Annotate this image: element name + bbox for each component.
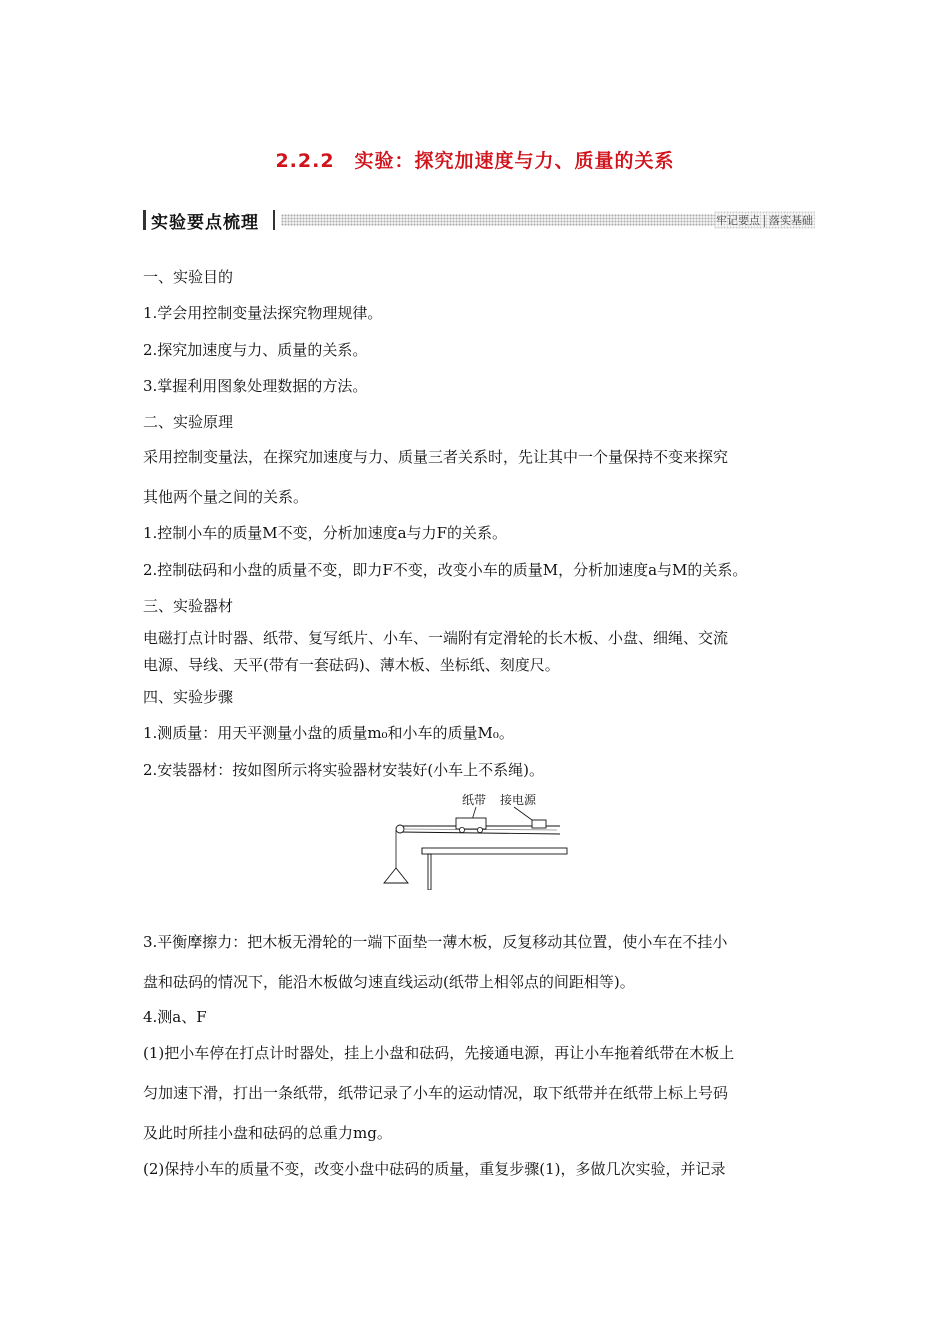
step-3-line-2: 盘和砝码的情况下，能沿木板做匀速直线运动(纸带上相邻点的间距相等)。 — [143, 973, 635, 991]
diagram-leader-power — [514, 807, 532, 820]
equipment-line-1: 电磁打点计时器、纸带、复写纸片、小车、一端附有定滑轮的长木板、小盘、细绳、交流 — [143, 629, 729, 647]
section-header-separator — [273, 210, 275, 230]
section-header-tag-2: 落实基础 — [769, 214, 813, 227]
diagram-cart-wheel — [459, 827, 464, 832]
section-header-dots — [281, 214, 715, 226]
purpose-item-1: 1.学会用控制变量法探究物理规律。 — [143, 304, 383, 322]
step-4-1-line-1: (1)把小车停在打点计时器处，挂上小盘和砝码，先接通电源，再让小车拖着纸带在木板上 — [143, 1044, 735, 1062]
step-1: 1.测质量：用天平测量小盘的质量m₀和小车的质量M₀。 — [143, 724, 514, 742]
step-4: 4.测a、F — [143, 1008, 207, 1026]
diagram-table — [422, 848, 567, 854]
heading-steps: 四、实验步骤 — [143, 688, 234, 706]
apparatus-diagram — [382, 790, 568, 890]
diagram-table-leg — [428, 854, 431, 890]
step-4-2-line-1: (2)保持小车的质量不变，改变小盘中砝码的质量，重复步骤(1)，多做几次实验，并记录 — [143, 1160, 726, 1178]
step-4-1-line-3: 及此时所挂小盘和砝码的总重力mg。 — [143, 1124, 392, 1142]
principle-text-line-1: 采用控制变量法，在探究加速度与力、质量三者关系时，先让其中一个量保持不变来探究 — [143, 448, 729, 466]
section-header-label: 实验要点梳理 — [151, 213, 259, 233]
diagram-timer — [532, 820, 546, 828]
diagram-label-tape: 纸带 — [462, 793, 487, 807]
section-header-tag-1: 牢记要点 — [716, 214, 760, 227]
heading-purpose: 一、实验目的 — [143, 268, 234, 286]
section-header-right — [714, 211, 815, 229]
section-header-tag-divider — [764, 215, 765, 227]
principle-text-line-2: 其他两个量之间的关系。 — [143, 488, 309, 506]
diagram-cart — [456, 818, 486, 829]
step-2: 2.安装器材：按如图所示将实验器材安装好(小车上不系绳)。 — [143, 761, 545, 779]
purpose-item-3: 3.掌握利用图象处理数据的方法。 — [143, 377, 368, 395]
equipment-line-2: 电源、导线、天平(带有一套砝码)、薄木板、坐标纸、刻度尺。 — [143, 656, 560, 674]
principle-item-2: 2.控制砝码和小盘的质量不变，即力F不变，改变小车的质量M，分析加速度a与M的关系。 — [143, 561, 748, 579]
diagram-label-power: 接电源 — [500, 793, 537, 807]
purpose-item-2: 2.探究加速度与力、质量的关系。 — [143, 341, 368, 359]
principle-item-1: 1.控制小车的质量M不变，分析加速度a与力F的关系。 — [143, 524, 508, 542]
step-4-1-line-2: 匀加速下滑，打出一条纸带，纸带记录了小车的运动情况，取下纸带并在纸带上标上号码 — [143, 1084, 729, 1102]
page-title: 2.2.2 实验：探究加速度与力、质量的关系 — [275, 150, 675, 172]
step-3-line-1: 3.平衡摩擦力：把木板无滑轮的一端下面垫一薄木板，反复移动其位置，使小车在不挂小 — [143, 933, 728, 951]
section-header — [143, 208, 815, 232]
section-header-bar — [143, 210, 146, 230]
heading-equipment: 三、实验器材 — [143, 597, 234, 615]
diagram-pulley — [396, 825, 404, 833]
diagram-weight — [384, 868, 408, 883]
heading-principle: 二、实验原理 — [143, 413, 234, 431]
diagram-cart-wheel — [477, 827, 482, 832]
